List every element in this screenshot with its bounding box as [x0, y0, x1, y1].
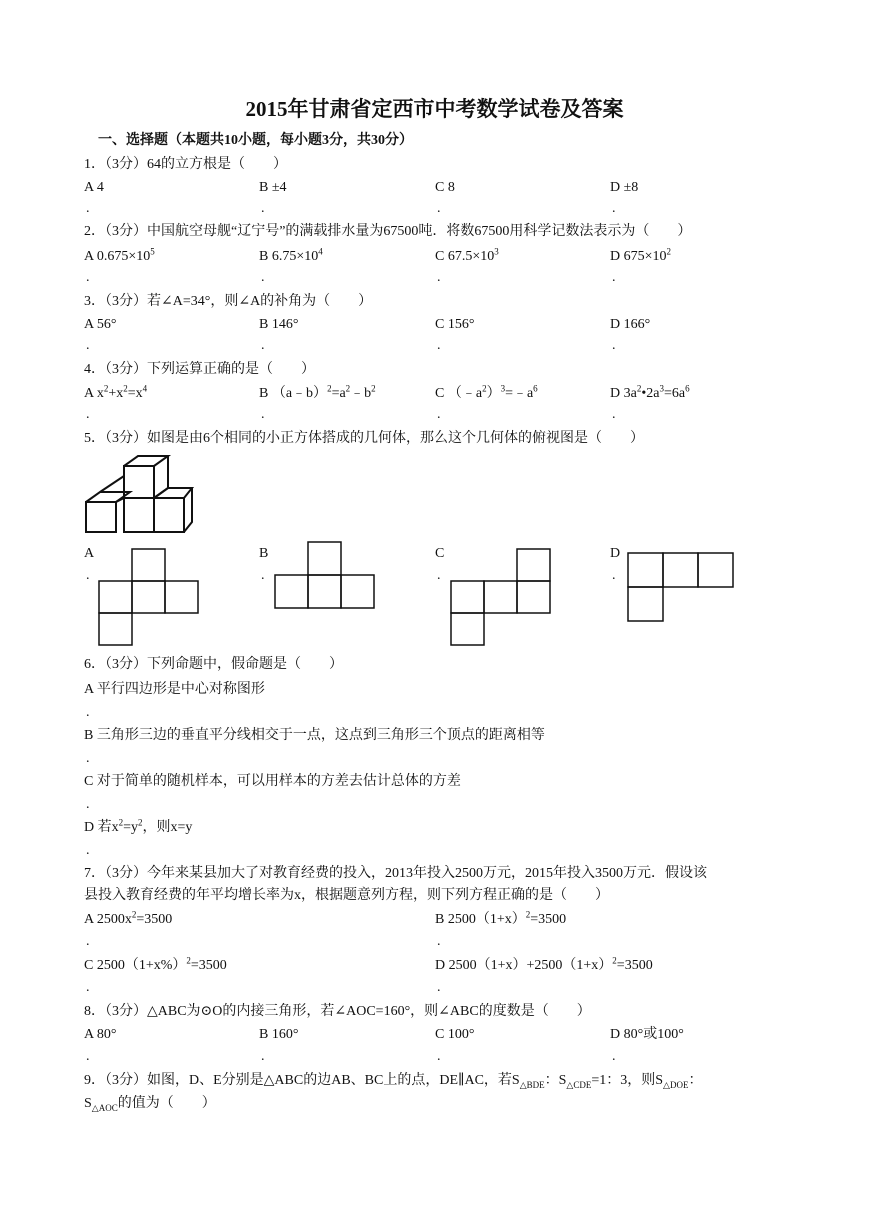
q4-option-c[interactable]: C $(﹣a^2)^3=﹣a^6$: [435, 383, 538, 401]
q7-option-a[interactable]: A $2500x^2=3500$: [84, 909, 173, 927]
question-1-stem: 1．（3分）64的立方根是（ ）: [84, 157, 287, 172]
dot: .: [437, 338, 441, 353]
dot: .: [86, 201, 90, 216]
question-6-stem: 6．（3分）下列命题中，假命题是（ ）: [84, 657, 343, 672]
question-9-stem-line1: 9．（3分）如图，D、E分别是△ABC的边AB、BC上的点，DE∥AC，若$S_{\triangle BDE}$：$S_{\triangle CDE}=1$：3，则$S_{\triangle DOE}$：: [84, 1073, 703, 1090]
dot: .: [612, 407, 616, 422]
dot: .: [437, 201, 441, 216]
q7-option-d[interactable]: D $2500(1+x)+2500(1+x)^2=3500$: [435, 955, 653, 973]
q1-option-b[interactable]: B ±4: [259, 180, 287, 195]
q5-option-a-figure: [98, 548, 200, 648]
question-3-stem: 3．（3分）若∠A=34°，则∠A的补角为（ ）: [84, 294, 373, 309]
dot: .: [86, 568, 90, 583]
dot: .: [261, 338, 265, 353]
dot: .: [437, 934, 441, 949]
q6-option-d[interactable]: D 若$x^2=y^2$，则x=y: [84, 817, 193, 835]
dot: .: [261, 1049, 265, 1064]
question-8-stem: 8．（3分）△ABC为⊙O的内接三角形，若∠AOC=160°，则∠ABC的度数是（ ）: [84, 1004, 591, 1019]
dot: .: [261, 270, 265, 285]
q6-option-c[interactable]: C 对于简单的随机样本，可以用样本的方差去估计总体的方差: [84, 774, 461, 789]
q1-option-d[interactable]: D ±8: [610, 180, 639, 195]
q2-option-d[interactable]: D $675\times 10^2$: [610, 246, 672, 264]
page-title: 2015年甘肃省定西市中考数学试卷及答案: [245, 97, 624, 121]
question-5-stem: 5．（3分）如图是由6个相同的小正方体搭成的几何体，那么这个几何体的俯视图是（ ）: [84, 431, 644, 446]
dot: .: [86, 934, 90, 949]
q3-option-c[interactable]: C 156°: [435, 317, 475, 332]
dot: .: [86, 407, 90, 422]
question-9-stem-line2: $S_{\triangle AOC}$的值为（ ）: [84, 1096, 216, 1113]
q7-option-b[interactable]: B $2500(1+x)^2=3500$: [435, 909, 567, 927]
dot: .: [261, 568, 265, 583]
question-7-stem-line2: 县投入教育经费的年平均增长率为x，根据题意列方程，则下列方程正确的是（ ）: [84, 888, 609, 903]
q8-option-d[interactable]: D 80°或100°: [610, 1027, 684, 1042]
q5-option-d[interactable]: D: [610, 546, 621, 561]
dot: .: [437, 1049, 441, 1064]
question-4-stem: 4．（3分）下列运算正确的是（ ）: [84, 362, 315, 377]
q5-option-d-figure: [627, 552, 735, 624]
q2-option-c[interactable]: C $67.5\times 10^3$: [435, 246, 499, 264]
dot: .: [612, 568, 616, 583]
q4-option-b[interactable]: B $(a﹣b)^2=a^2﹣b^2$: [259, 383, 376, 401]
q2-option-b[interactable]: B $6.75\times 10^4$: [259, 246, 323, 264]
cube-figure: [80, 452, 200, 536]
q6-option-b[interactable]: B 三角形三边的垂直平分线相交于一点，这点到三角形三个顶点的距离相等: [84, 728, 545, 743]
q3-option-d[interactable]: D 166°: [610, 317, 651, 332]
q2-option-a[interactable]: A $0.675\times 10^5$: [84, 246, 155, 264]
dot: .: [86, 751, 90, 766]
dot: .: [612, 270, 616, 285]
q3-option-b[interactable]: B 146°: [259, 317, 299, 332]
q7-option-c[interactable]: C $2500(1+x\%)^2=3500$: [84, 955, 227, 973]
dot: .: [437, 407, 441, 422]
q8-option-b[interactable]: B 160°: [259, 1027, 299, 1042]
dot: .: [86, 270, 90, 285]
q3-option-a[interactable]: A 56°: [84, 317, 117, 332]
q4-option-d[interactable]: D $3a^2•2a^3=6a^6$: [610, 383, 690, 401]
dot: .: [612, 1049, 616, 1064]
q6-option-a[interactable]: A 平行四边形是中心对称图形: [84, 682, 265, 697]
dot: .: [261, 407, 265, 422]
section-heading: 一、选择题（本题共10小题，每小题3分，共30分）: [98, 133, 413, 148]
q1-option-a[interactable]: A 4: [84, 180, 104, 195]
dot: .: [86, 980, 90, 995]
dot: .: [437, 270, 441, 285]
dot: .: [437, 568, 441, 583]
question-7-stem-line1: 7．（3分）今年来某县加大了对教育经费的投入，2013年投入2500万元，2015年投入3500万元．假设该: [84, 866, 707, 881]
q5-option-c[interactable]: C: [435, 546, 445, 561]
dot: .: [86, 797, 90, 812]
dot: .: [261, 201, 265, 216]
q5-option-a[interactable]: A: [84, 546, 95, 561]
dot: .: [437, 980, 441, 995]
dot: .: [612, 201, 616, 216]
q5-option-b[interactable]: B: [259, 546, 269, 561]
q5-option-c-figure: [450, 548, 552, 648]
q8-option-c[interactable]: C 100°: [435, 1027, 475, 1042]
dot: .: [86, 1049, 90, 1064]
q8-option-a[interactable]: A 80°: [84, 1027, 117, 1042]
question-2-stem: 2．（3分）中国航空母舰“辽宁号”的满载排水量为67500吨．将数67500用科学记数法表示为（ ）: [84, 224, 692, 239]
dot: .: [86, 705, 90, 720]
dot: .: [86, 338, 90, 353]
dot: .: [86, 843, 90, 858]
q4-option-a[interactable]: A $x^2+x^2=x^4$: [84, 383, 148, 401]
dot: .: [612, 338, 616, 353]
q1-option-c[interactable]: C 8: [435, 180, 455, 195]
q5-option-b-figure: [274, 541, 376, 611]
